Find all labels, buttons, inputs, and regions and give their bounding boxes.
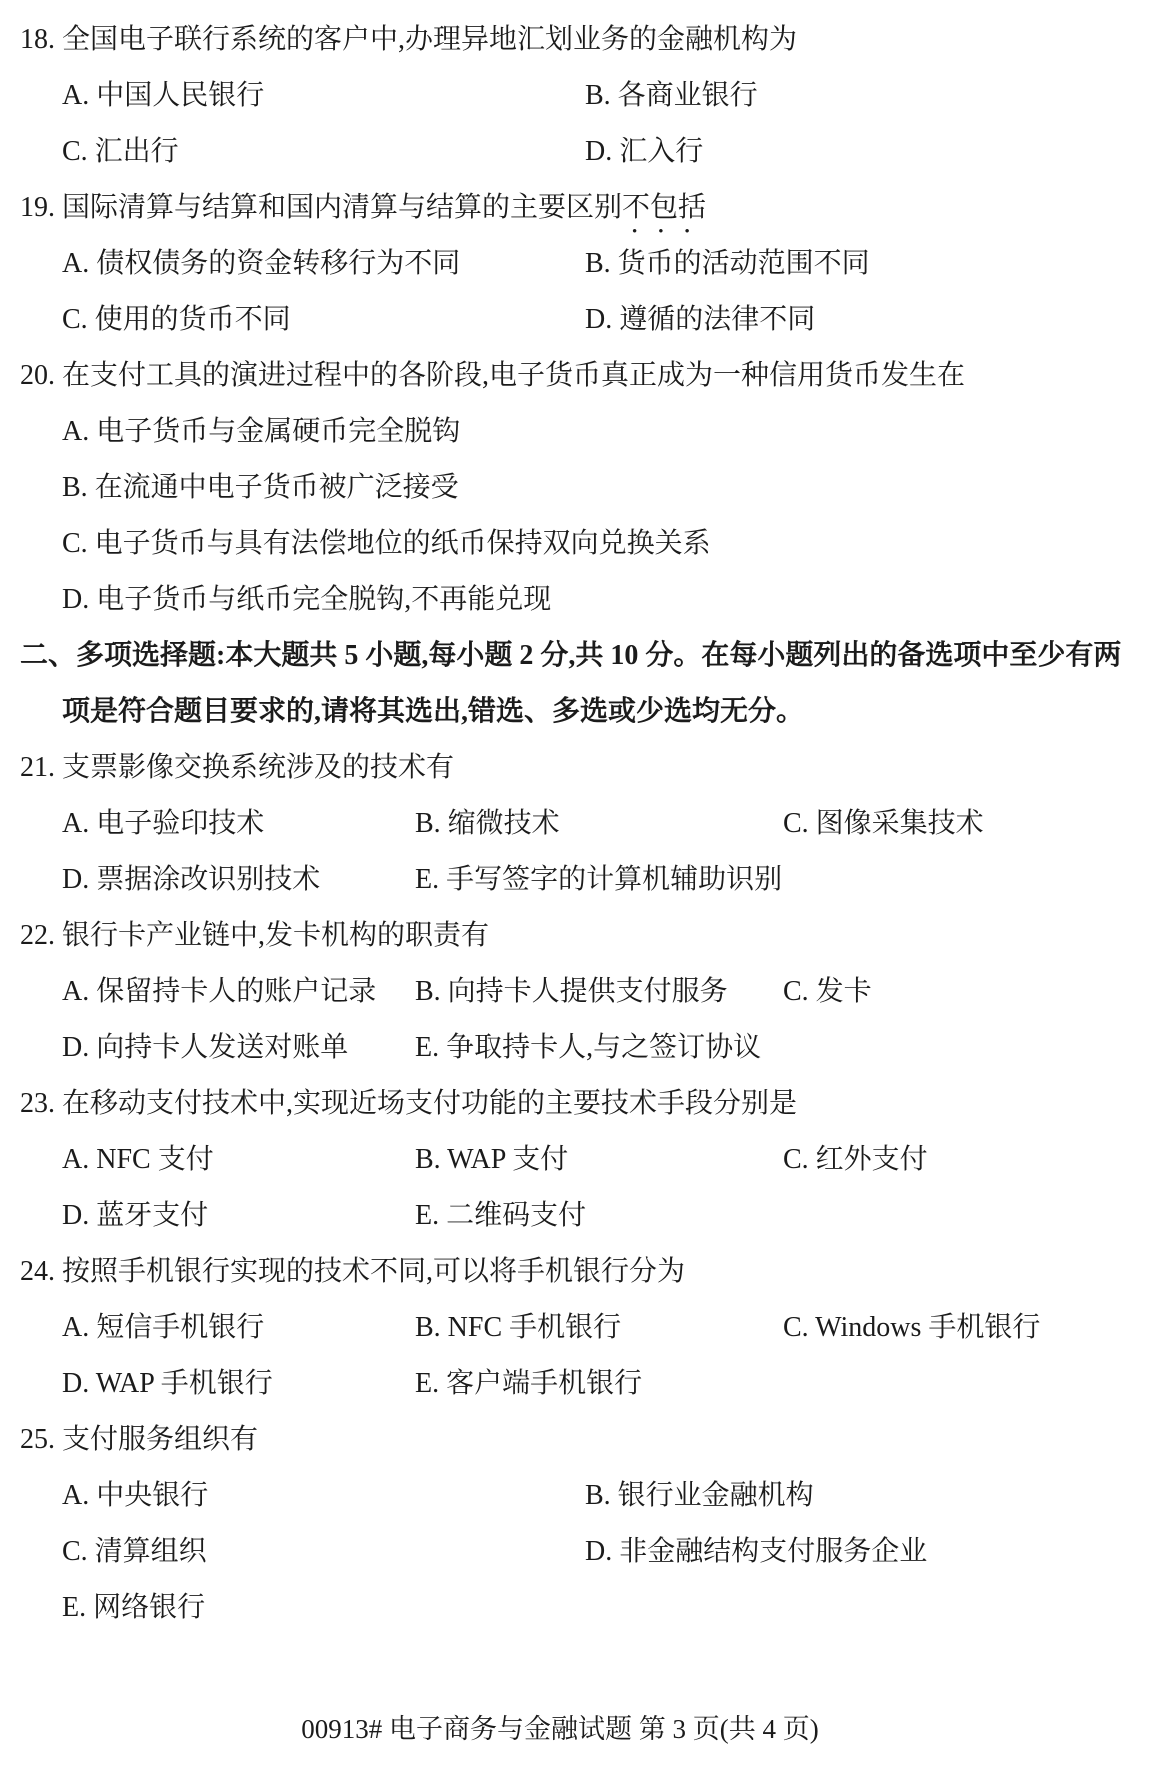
option-row [62, 134, 1170, 190]
option: D. 非金融结构支付服务企业 [585, 1536, 928, 1567]
questions-area [0, 22, 1170, 1646]
option: A. 中国人民银行 [62, 80, 265, 111]
option: E. 手写签字的计算机辅助识别 [415, 864, 783, 895]
option-row [62, 1030, 1170, 1086]
question-number: 23. [20, 1088, 55, 1119]
option: B. 缩微技术 [415, 808, 560, 839]
question-stem-line [0, 22, 1170, 78]
option: C. 清算组织 [62, 1536, 207, 1567]
option: D. 票据涂改识别技术 [62, 864, 321, 895]
question-number: 22. [20, 920, 55, 951]
option: A. 短信手机银行 [62, 1312, 265, 1343]
question-stem-line [0, 750, 1170, 806]
option: B. NFC 手机银行 [415, 1312, 622, 1343]
option: A. 电子货币与金属硬币完全脱钩 [62, 416, 461, 447]
question-number: 20. [20, 360, 55, 391]
question-stem-line [0, 358, 1170, 414]
option: E. 客户端手机银行 [415, 1368, 643, 1399]
option-row [62, 1142, 1170, 1198]
option-row [62, 974, 1170, 1030]
page-footer [0, 1713, 1170, 1745]
option-row [62, 1198, 1170, 1254]
question-stem: 支票影像交换系统涉及的技术有 [62, 752, 455, 783]
option: A. 电子验印技术 [62, 808, 265, 839]
question-stem-line [0, 1254, 1170, 1310]
option: E. 二维码支付 [415, 1200, 587, 1231]
option: C. 红外支付 [783, 1144, 928, 1175]
option-row [62, 582, 1170, 638]
option-row [62, 1478, 1170, 1534]
option: B. 向持卡人提供支付服务 [415, 976, 728, 1007]
option: D. WAP 手机银行 [62, 1368, 273, 1399]
option-row [62, 526, 1170, 582]
option: C. 电子货币与具有法偿地位的纸币保持双向兑换关系 [62, 528, 711, 559]
option: A. 债权债务的资金转移行为不同 [62, 248, 461, 279]
option-row [62, 302, 1170, 358]
question-number: 21. [20, 752, 55, 783]
option: A. 中央银行 [62, 1480, 209, 1511]
option-row [62, 470, 1170, 526]
option: A. 保留持卡人的账户记录 [62, 976, 377, 1007]
option-row [62, 1366, 1170, 1422]
question-stem: 在支付工具的演进过程中的各阶段,电子货币真正成为一种信用货币发生在 [62, 360, 966, 391]
question-number: 24. [20, 1256, 55, 1287]
option-row [62, 78, 1170, 134]
option: D. 电子货币与纸币完全脱钩,不再能兑现 [62, 584, 552, 615]
option: A. NFC 支付 [62, 1144, 214, 1175]
option: D. 蓝牙支付 [62, 1200, 209, 1231]
question-stem-emphasized: 不包括 ••• [622, 192, 706, 223]
question-stem: 支付服务组织有 [62, 1424, 259, 1455]
option-row [62, 246, 1170, 302]
footer-text: 00913# 电子商务与金融试题 第 3 页(共 4 页) [301, 1714, 819, 1744]
option: E. 争取持卡人,与之签订协议 [415, 1032, 762, 1063]
question-stem: 按照手机银行实现的技术不同,可以将手机银行分为 [62, 1256, 686, 1287]
option-row [62, 1590, 1170, 1646]
option: B. 银行业金融机构 [585, 1480, 814, 1511]
option-row [62, 1310, 1170, 1366]
option: B. 在流通中电子货币被广泛接受 [62, 472, 459, 503]
question-stem: 在移动支付技术中,实现近场支付功能的主要技术手段分别是 [62, 1088, 798, 1119]
question-stem-line [0, 190, 1170, 246]
option: B. WAP 支付 [415, 1144, 569, 1175]
option-row [62, 414, 1170, 470]
question-stem: 银行卡产业链中,发卡机构的职责有 [62, 920, 490, 951]
option-row [62, 862, 1170, 918]
option: C. Windows 手机银行 [783, 1312, 1041, 1343]
question-stem-line [0, 918, 1170, 974]
option: D. 向持卡人发送对账单 [62, 1032, 349, 1063]
option-row [62, 806, 1170, 862]
option: C. 使用的货币不同 [62, 304, 291, 335]
option: B. 各商业银行 [585, 80, 758, 111]
option: E. 网络银行 [62, 1592, 206, 1623]
option: B. 货币的活动范围不同 [585, 248, 870, 279]
section-header-line: 二、多项选择题:本大题共 5 小题,每小题 2 分,共 10 分。在每小题列出的备选项中至少有两 [20, 640, 1122, 671]
question-stem: 全国电子联行系统的客户中,办理异地汇划业务的金融机构为 [62, 24, 798, 55]
question-number: 18. [20, 24, 55, 55]
option: D. 遵循的法律不同 [585, 304, 816, 335]
option-row [62, 1534, 1170, 1590]
option: C. 发卡 [783, 976, 872, 1007]
question-stem: 国际清算与结算和国内清算与结算的主要区别 [62, 192, 623, 223]
question-number: 19. [20, 192, 55, 223]
option: C. 汇出行 [62, 136, 179, 167]
question-stem-line [0, 1422, 1170, 1478]
option: D. 汇入行 [585, 136, 704, 167]
option: C. 图像采集技术 [783, 808, 984, 839]
question-number: 25. [20, 1424, 55, 1455]
section-header-line: 项是符合题目要求的,请将其选出,错选、多选或少选均无分。 [62, 696, 805, 727]
question-stem-line [0, 1086, 1170, 1142]
